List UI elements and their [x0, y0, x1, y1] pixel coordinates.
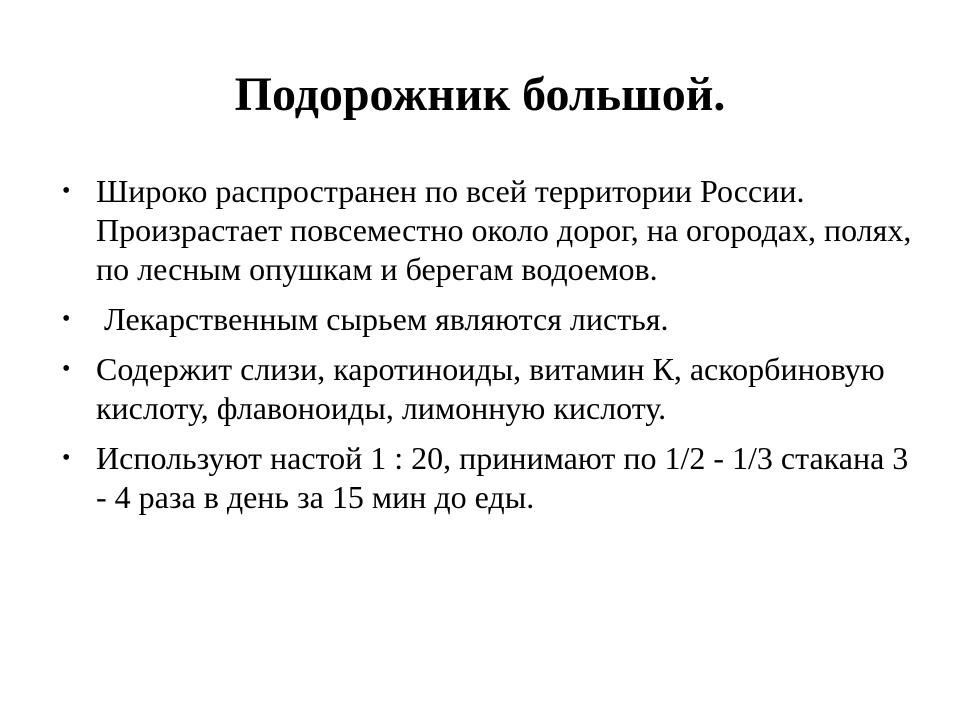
- bullet-item: [60, 439, 920, 517]
- bullet-text: Содержит слизи, каротиноиды, витамин К, аскорбиновую кислоту, флавоноиды, лимонную кислоту.: [96, 351, 885, 426]
- bullet-icon: •: [62, 306, 71, 332]
- bullet-icon: •: [62, 445, 71, 471]
- bullet-text: Широко распространен по всей территории России. Произрастает повсеместно около дорог, на огородах, полях, по лесным опушкам и берегам водоемов.: [96, 173, 912, 287]
- bullet-icon: •: [62, 356, 71, 382]
- bullet-item: [60, 350, 920, 428]
- bullet-item: [60, 172, 920, 289]
- bullet-item: [60, 300, 920, 339]
- bullet-text: Лекарственным сырьем являются листья.: [104, 301, 669, 337]
- slide-title: Подорожник большой.: [234, 68, 726, 121]
- bullet-list: [60, 172, 920, 528]
- bullet-icon: •: [62, 178, 71, 204]
- bullet-text: Используют настой 1 : 20, принимают по 1/2 - 1/3 стакана 3 - 4 раза в день за 15 мин до еды.: [96, 440, 909, 515]
